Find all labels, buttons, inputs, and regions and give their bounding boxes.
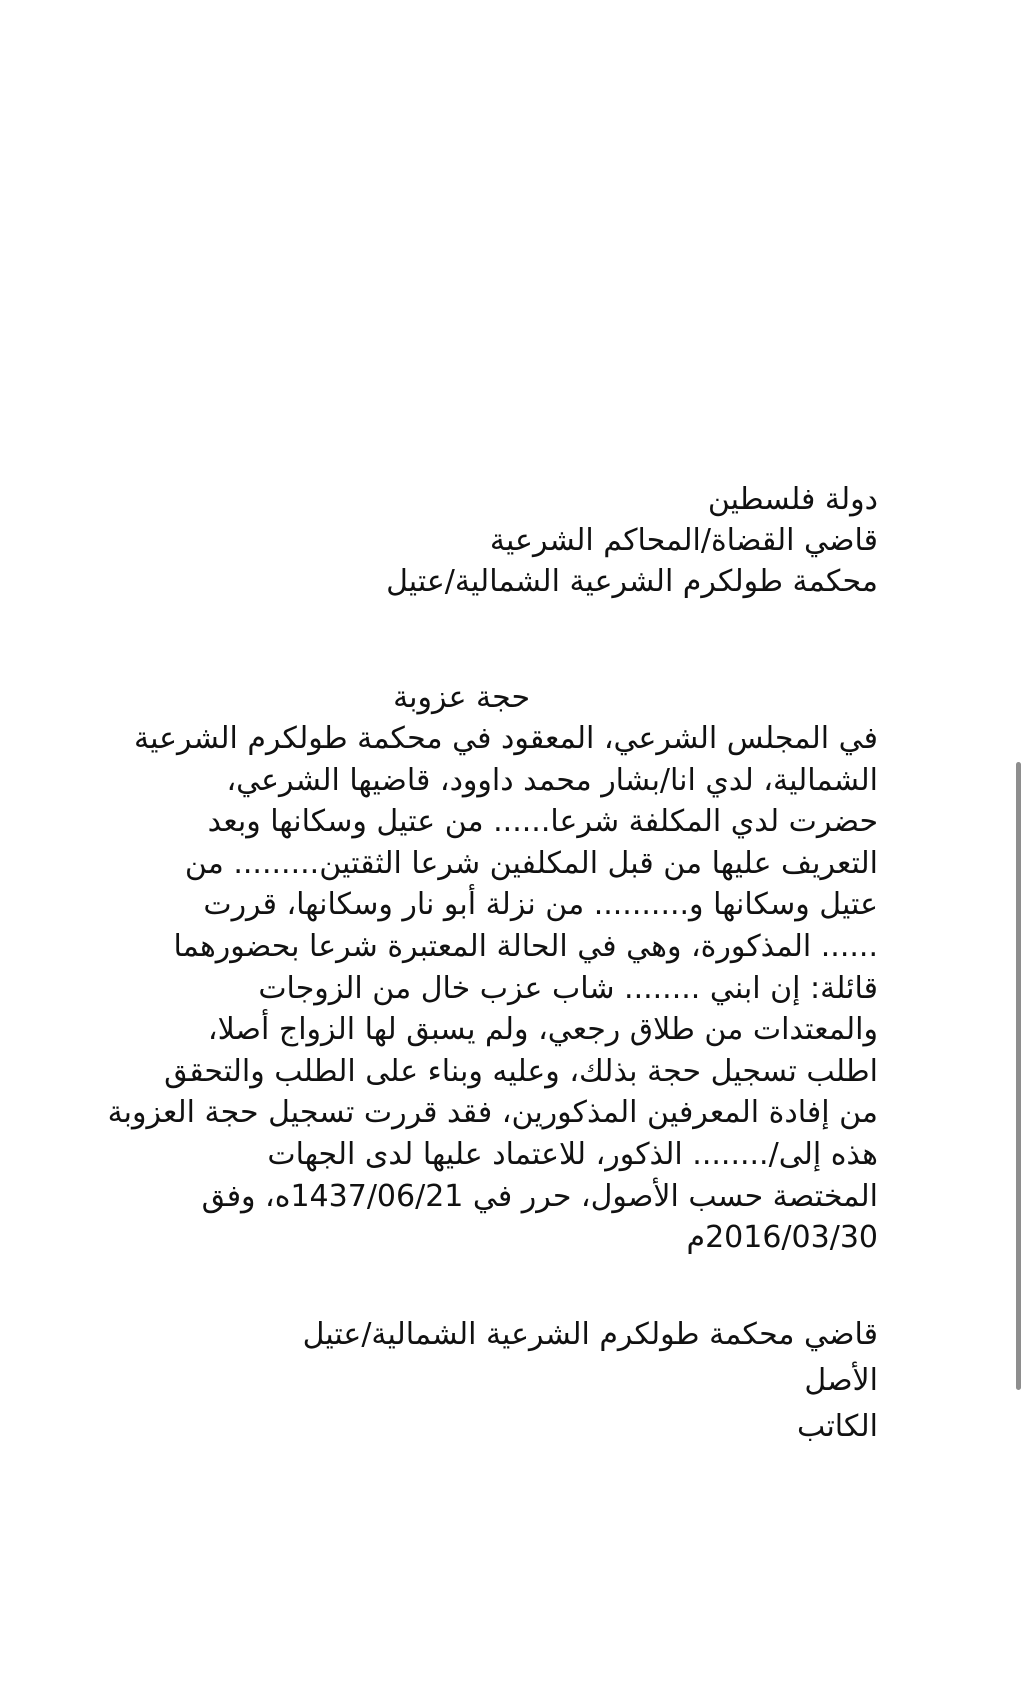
body-line: اطلب تسجيل حجة بذلك، وعليه وبناء على الطلب والتحقق: [164, 1053, 878, 1089]
body-line: عتيل وسكانها و.......... من نزلة أبو نار وسكانها، قررت: [203, 887, 878, 923]
body-line: قائلة: إن ابني ........ شاب عزب خال من الزوجات: [258, 970, 878, 1006]
signature-judge-line: قاضي محكمة طولكرم الشرعية الشمالية/عتيل: [302, 1317, 878, 1352]
document-header: [386, 479, 878, 602]
body-line: في المجلس الشرعي، المعقود في محكمة طولكرم الشرعية: [134, 721, 878, 756]
header-authority-line: قاضي القضاة/المحاكم الشرعية: [489, 523, 878, 558]
header-court-line: محكمة طولكرم الشرعية الشمالية/عتيل: [386, 564, 878, 599]
document-title: حجة عزوبة: [393, 680, 530, 715]
body-line: هذه إلى/........ الذكور، للاعتماد عليها لدى الجهات: [267, 1136, 878, 1172]
header-state-line: دولة فلسطين: [707, 482, 878, 517]
body-line: ...... المذكورة، وهي في الحالة المعتبرة شرعا بحضورهما: [173, 928, 878, 964]
body-line: المختصة حسب الأصول، حرر في 1437/06/21ه، وفق: [201, 1178, 878, 1214]
body-line: حضرت لدي المكلفة شرعا...... من عتيل وسكانها وبعد: [207, 804, 878, 840]
signature-original-line: الأصل: [804, 1363, 878, 1398]
body-line: والمعتدات من طلاق رجعي، ولم يسبق لها الزواج أصلا،: [207, 1012, 878, 1048]
document-body: [108, 718, 878, 1259]
body-line: التعريف عليها من قبل المكلفين شرعا الثقتين......... من: [184, 845, 878, 881]
signature-clerk-line: الكاتب: [797, 1409, 878, 1444]
body-line: الشمالية، لدي انا/بشار محمد داوود، قاضيها الشرعي،: [226, 762, 878, 798]
body-line: من إفادة المعرفين المذكورين، فقد قررت تسجيل حجة العزوبة: [107, 1095, 878, 1131]
signature-block: [303, 1312, 878, 1450]
vertical-scrollbar[interactable]: [1016, 762, 1021, 1390]
body-date-line: 2016/03/30م: [686, 1220, 878, 1256]
